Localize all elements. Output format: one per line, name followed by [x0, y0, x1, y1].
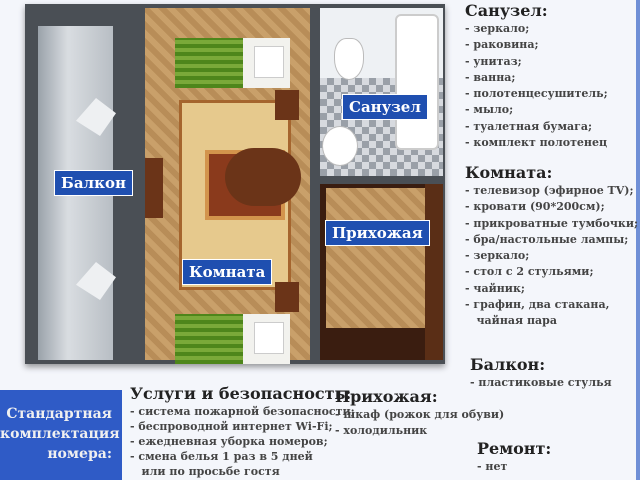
- banner-line: комплектация: [0, 426, 120, 442]
- label-balcony: Балкон: [54, 170, 133, 196]
- section-services: [130, 384, 355, 479]
- standard-equipment-banner: [0, 390, 122, 480]
- section-title: Балкон:: [470, 355, 546, 374]
- list-item: - смена белья 1 раз в 5 дней: [130, 450, 313, 463]
- section-repair: [477, 439, 551, 475]
- list-item: - туалетная бумага;: [465, 119, 593, 133]
- section-title: Санузел:: [465, 1, 548, 20]
- banner-line: Стандартная: [6, 406, 112, 422]
- list-item: - полотенцесушитель;: [465, 87, 608, 101]
- list-item: - пластиковые стулья: [470, 376, 612, 389]
- label-bathroom: Санузел: [342, 94, 428, 120]
- table: [225, 148, 301, 206]
- section-title: Ремонт:: [477, 439, 552, 458]
- list-item: - зеркало;: [465, 22, 530, 35]
- list-item: - холодильник: [335, 424, 428, 437]
- list-item: - беспроводной интернет Wi-Fi;: [130, 420, 333, 433]
- list-item: - шкаф (рожок для обуви): [335, 408, 505, 421]
- toilet: [334, 38, 364, 80]
- list-item: - система пожарной безопасности;: [130, 405, 355, 418]
- list-item: - чайник;: [465, 281, 525, 295]
- section-title: Прихожая:: [335, 387, 438, 406]
- list-item: - кровати (90*200см);: [465, 200, 605, 214]
- list-item: - ванна;: [465, 70, 516, 84]
- sink: [322, 126, 358, 166]
- nightstand: [275, 90, 299, 120]
- section-title: Услуги и безопасность:: [130, 384, 352, 403]
- bed: [175, 314, 290, 364]
- balcony-chair: [76, 98, 116, 136]
- hallway-area: [320, 184, 443, 360]
- tv-stand: [145, 158, 163, 218]
- list-item: чайная пара: [465, 314, 557, 328]
- list-item: - графин, два стакана,: [465, 298, 610, 312]
- wardrobe: [425, 184, 443, 360]
- list-item: - унитаз;: [465, 54, 522, 68]
- bathroom-area: [320, 8, 443, 176]
- list-item: - мыло;: [465, 103, 514, 117]
- list-item: - бра/настольные лампы;: [465, 232, 629, 246]
- section-balcony: [470, 355, 612, 391]
- list-item: - стол с 2 стульями;: [465, 265, 594, 279]
- list-item: - раковина;: [465, 38, 539, 52]
- list-item: - прикроватные тумбочки;: [465, 216, 639, 230]
- label-room: Комната: [182, 259, 272, 285]
- balcony-chair: [76, 262, 116, 300]
- section-room: [465, 163, 638, 330]
- list-item: - нет: [477, 460, 508, 473]
- banner-line: номера:: [47, 446, 112, 462]
- label-hallway: Прихожая: [325, 220, 430, 246]
- bed: [175, 38, 290, 88]
- section-hallway: [335, 387, 504, 439]
- bathtub: [395, 14, 439, 150]
- nightstand: [275, 282, 299, 312]
- list-item: - зеркало;: [465, 249, 530, 263]
- list-item: или по просьбе гостя: [130, 465, 280, 478]
- section-title: Комната:: [465, 163, 553, 182]
- room-area: [145, 8, 310, 360]
- list-item: - комплект полотенец: [465, 136, 608, 150]
- list-item: - телевизор (эфирное TV);: [465, 184, 634, 197]
- list-item: - ежедневная уборка номеров;: [130, 435, 328, 448]
- section-bathroom: [465, 1, 608, 151]
